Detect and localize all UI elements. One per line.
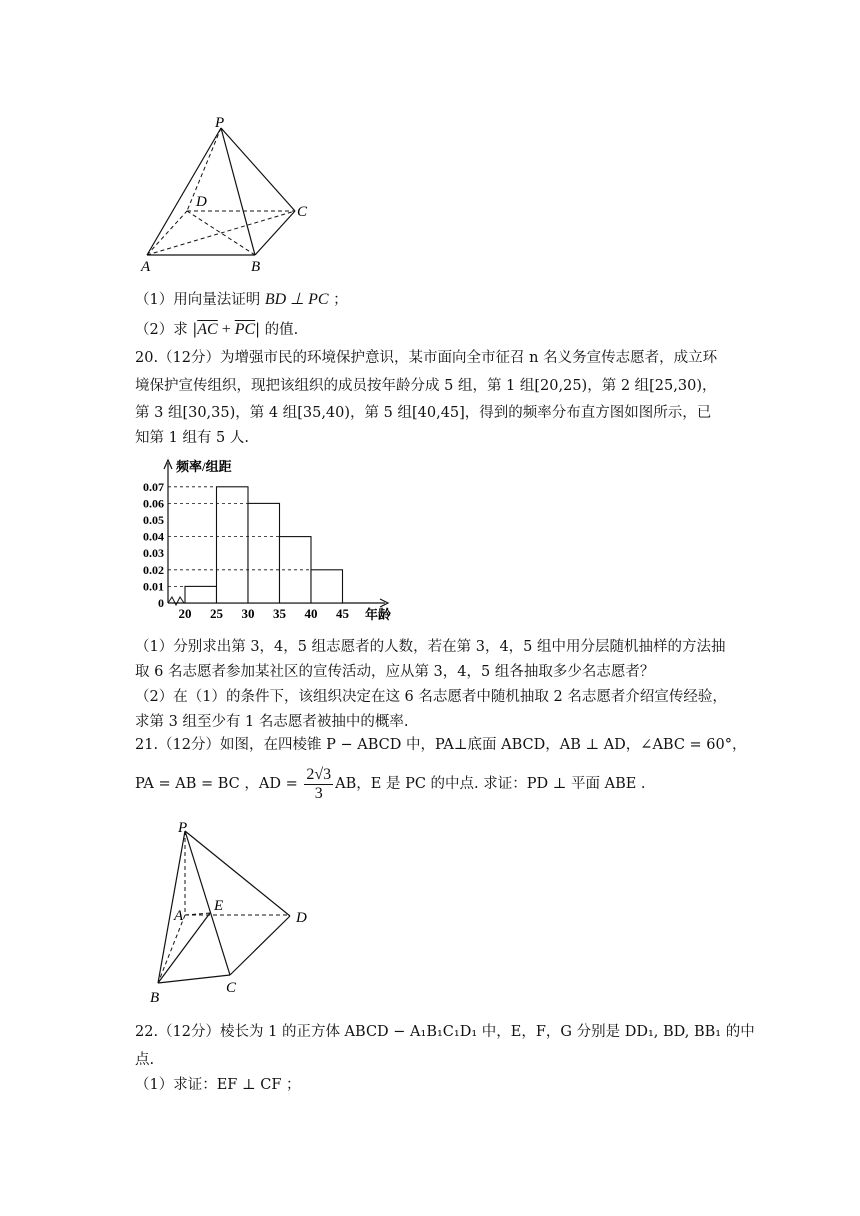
q22-part1: （1）求证：EF ⊥ CF ； — [135, 1077, 301, 1093]
histogram-bar — [217, 487, 249, 603]
pyramid-figure-2 — [140, 818, 340, 1010]
vertex-p: P — [178, 820, 188, 836]
vertex-d: D — [196, 194, 207, 210]
y-tick-label: 0.07 — [143, 479, 164, 494]
q21-line2: PA = AB = BC ，AD = $\frac{2√3}{3}$ AB，E 是 PC 的中点. 求证：PD ⊥ 平面 ABE . — [135, 765, 646, 802]
q20-q2-line2: 求第 3 组至少有 1 名志愿者被抽中的概率. — [135, 714, 409, 730]
q22-line2: 点. — [135, 1052, 155, 1068]
x-tick-label: 45 — [336, 606, 349, 621]
q20-line3: 第 3 组[30,35)，第 4 组[35,40)，第 5 组[40,45]，得到的频率分布直方图如图所示，已 — [135, 405, 712, 421]
q22-line1: 22.（12分）棱长为 1 的正方体 ABCD − A₁B₁C₁D₁ 中，E，F，G 分别是 DD₁, BD, BB₁ 的中 — [135, 1024, 755, 1040]
frequency-histogram — [120, 455, 410, 625]
pyramid-figure-1 — [135, 115, 325, 275]
x-tick-label: 25 — [210, 606, 223, 621]
vertex-c: C — [297, 204, 308, 220]
y-tick-label: 0.02 — [143, 562, 164, 577]
x-tick-label: 40 — [304, 606, 318, 621]
q19-part2: （2）求 $|\overline{AC} + \overline{PC}|$ 的值. — [135, 321, 299, 338]
vertex-b: B — [150, 990, 160, 1006]
y-tick-label: 0.03 — [143, 546, 164, 561]
x-tick-label: 35 — [273, 606, 286, 621]
q20-line2: 境保护宣传组织，现把该组织的成员按年龄分成 5 组，第 1 组[20,25)，第 2 组[25,30)， — [135, 378, 717, 394]
histogram-bar — [248, 503, 280, 603]
histogram-bar — [185, 586, 217, 603]
vertex-p: P — [215, 115, 225, 131]
q21-line1: 21.（12分）如图，在四棱锥 P − ABCD 中，PA⊥底面 ABCD，AB ⊥ AD，∠ABC = 60°， — [135, 737, 747, 753]
x-tick-label: 20 — [178, 606, 192, 621]
vertex-a: A — [174, 908, 184, 924]
x-tick-label: 30 — [241, 606, 255, 621]
vertex-a: A — [141, 259, 151, 275]
q20-q1-line2: 取 6 名志愿者参加某社区的宣传活动，应从第 3，4，5 组各抽取多少名志愿者？ — [135, 664, 655, 680]
origin-label: 0 — [158, 596, 164, 610]
vertex-c: C — [226, 980, 237, 996]
vertex-e: E — [214, 898, 224, 914]
x-axis-label: 年龄 — [365, 607, 392, 622]
y-tick-label: 0.01 — [143, 579, 164, 594]
q20-q2-line1: （2）在（1）的条件下，该组织决定在这 6 名志愿者中随机抽取 2 名志愿者介绍宣传经验， — [135, 689, 727, 705]
q20-line1: 20.（12分）为增强市民的环境保护意识，某市面向全市征召 n 名义务宣传志愿者，成立环 — [135, 350, 718, 366]
q20-line4: 知第 1 组有 5 人. — [135, 430, 249, 446]
vertex-b: B — [251, 259, 261, 275]
q20-q1-line1: （1）分别求出第 3，4，5 组志愿者的人数，若在第 3，4，5 组中用分层随机抽样的方法抽 — [135, 639, 726, 655]
histogram-bar — [311, 570, 343, 603]
q19-part1: （1）用向量法证明 BD ⊥ PC ； — [135, 291, 348, 308]
axis-break-zigzag — [168, 597, 184, 605]
y-tick-label: 0.06 — [143, 496, 164, 511]
fraction: $\frac{2√3}{3}$ — [306, 765, 332, 802]
vertex-d: D — [296, 910, 307, 926]
y-axis-label: 频率/组距 — [176, 459, 232, 474]
y-tick-label: 0.04 — [143, 529, 164, 544]
y-tick-label: 0.05 — [143, 513, 164, 527]
